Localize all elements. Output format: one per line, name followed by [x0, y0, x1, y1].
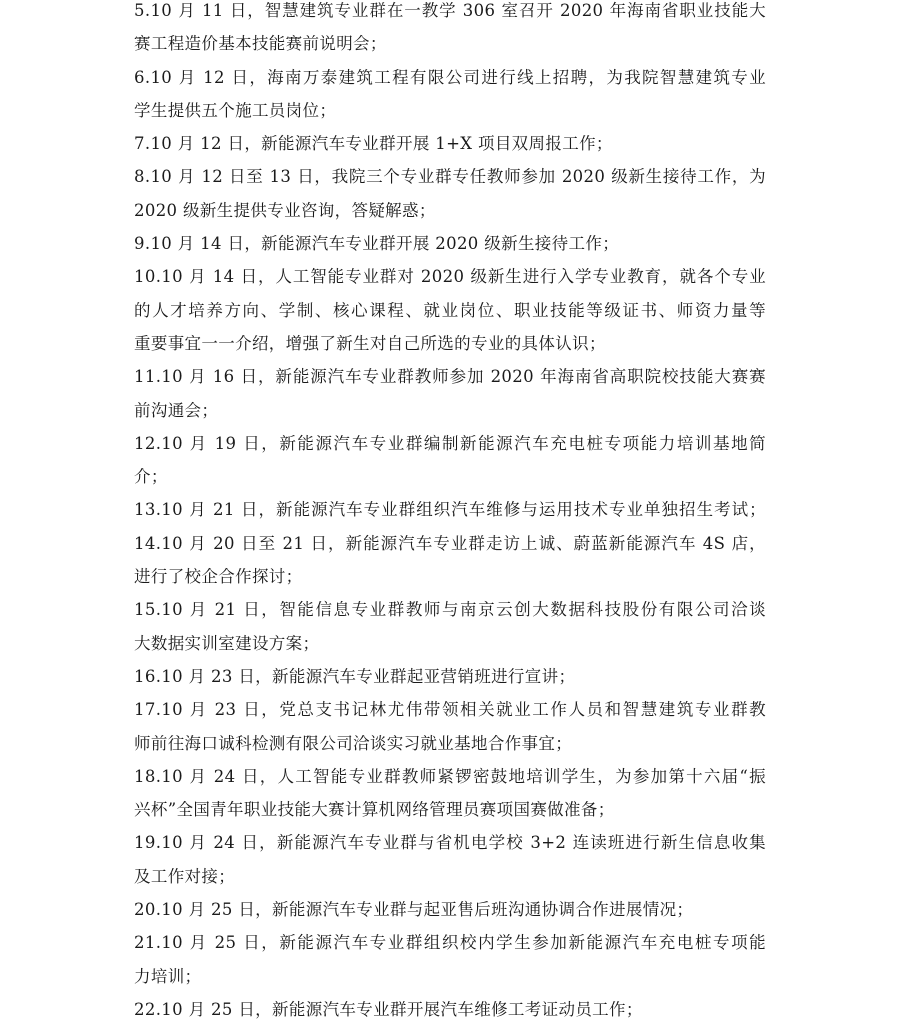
- text-line: 6.10 月 12 日，海南万泰建筑工程有限公司进行线上招聘，为我院智慧建筑专业: [134, 67, 766, 87]
- text-line: 12.10 月 19 日，新能源汽车专业群编制新能源汽车充电桩专项能力培训基地简: [134, 433, 766, 453]
- text-line: 7.10 月 12 日，新能源汽车专业群开展 1+X 项目双周报工作；: [134, 134, 613, 154]
- text-line: 2020 级新生提供专业咨询，答疑解惑；: [134, 200, 436, 220]
- text-line: 及工作对接；: [134, 866, 236, 886]
- text-line: 10.10 月 14 日，人工智能专业群对 2020 级新生进行入学专业教育，就各个专业: [134, 267, 766, 287]
- text-line: 力培训；: [134, 966, 202, 986]
- text-line: 的人才培养方向、学制、核心课程、就业岗位、职业技能等级证书、师资力量等: [134, 300, 766, 320]
- text-line: 师前往海口诚科检测有限公司洽谈实习就业基地合作事宜；: [134, 733, 573, 753]
- text-line: 赛工程造价基本技能赛前说明会；: [134, 34, 387, 54]
- text-line: 9.10 月 14 日，新能源汽车专业群开展 2020 级新生接待工作；: [134, 234, 620, 254]
- text-line: 16.10 月 23 日，新能源汽车专业群起亚营销班进行宣讲；: [134, 666, 576, 686]
- text-line: 15.10 月 21 日，智能信息专业群教师与南京云创大数据科技股份有限公司洽谈: [134, 600, 766, 620]
- text-line: 14.10 月 20 日至 21 日，新能源汽车专业群走访上诚、蔚蓝新能源汽车 4S 店，: [134, 533, 766, 553]
- text-line: 兴杯”全国青年职业技能大赛计算机网络管理员赛项国赛做准备；: [134, 800, 615, 820]
- text-line: 重要事宜一一介绍，增强了新生对自己所选的专业的具体认识；: [134, 333, 606, 353]
- text-line: 17.10 月 23 日，党总支书记林尤伟带领相关就业工作人员和智慧建筑专业群教: [134, 700, 766, 720]
- text-line: 21.10 月 25 日，新能源汽车专业群组织校内学生参加新能源汽车充电桩专项能: [134, 933, 766, 953]
- text-line: 学生提供五个施工员岗位；: [134, 100, 337, 120]
- text-line: 介；: [134, 467, 168, 487]
- text-line: 20.10 月 25 日，新能源汽车专业群与起亚售后班沟通协调合作进展情况；: [134, 900, 694, 920]
- text-line: 22.10 月 25 日，新能源汽车专业群开展汽车维修工考证动员工作；: [134, 999, 643, 1019]
- text-line: 13.10 月 21 日，新能源汽车专业群组织汽车维修与运用技术专业单独招生考试；: [134, 500, 766, 520]
- text-line: 进行了校企合作探讨；: [134, 567, 303, 587]
- document-body: [134, 0, 766, 1026]
- text-line: 18.10 月 24 日，人工智能专业群教师紧锣密鼓地培训学生，为参加第十六届“振: [134, 766, 766, 786]
- text-line: 19.10 月 24 日，新能源汽车专业群与省机电学校 3+2 连读班进行新生信息收集: [134, 833, 766, 853]
- text-line: 8.10 月 12 日至 13 日，我院三个专业群专任教师参加 2020 级新生接待工作，为: [134, 167, 766, 187]
- text-line: 5.10 月 11 日，智慧建筑专业群在一教学 306 室召开 2020 年海南省职业技能大: [134, 1, 766, 20]
- text-line: 11.10 月 16 日，新能源汽车专业群教师参加 2020 年海南省高职院校技能大赛赛: [134, 367, 766, 387]
- text-line: 大数据实训室建设方案；: [134, 633, 320, 653]
- text-line: 前沟通会；: [134, 400, 219, 420]
